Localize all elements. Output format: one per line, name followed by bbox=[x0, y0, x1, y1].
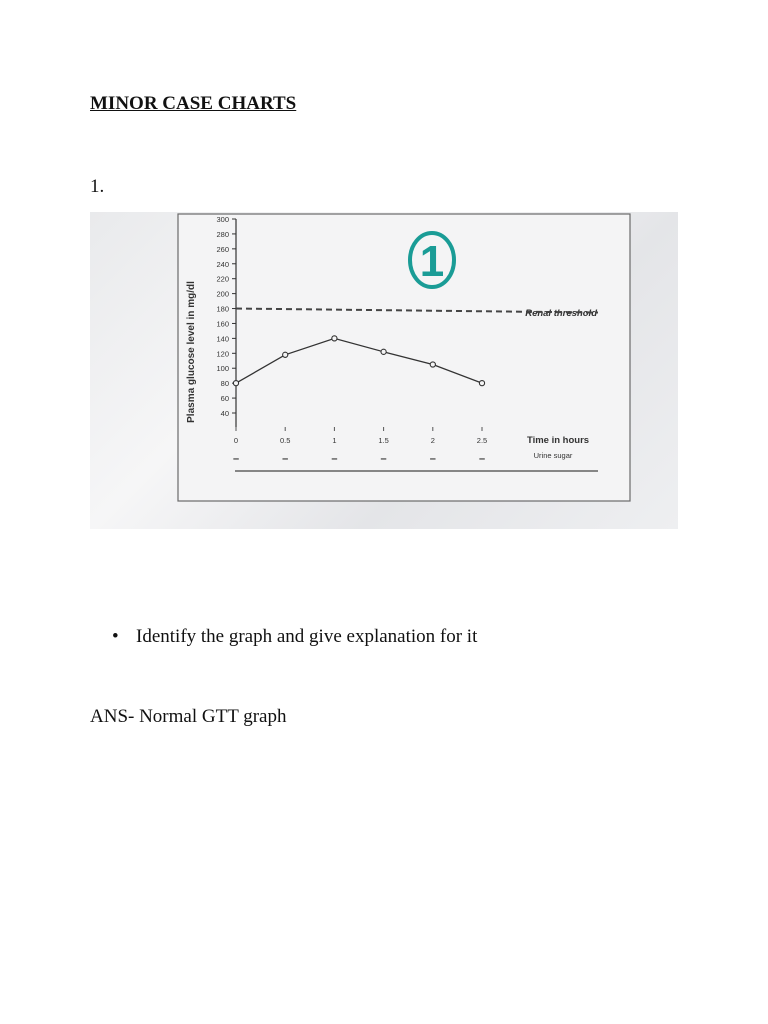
gtt-chart bbox=[90, 212, 678, 529]
bullet-symbol: • bbox=[112, 626, 119, 647]
y-tick-label: 240 bbox=[216, 259, 229, 269]
x-tick-label: 1.5 bbox=[378, 436, 389, 445]
data-point bbox=[381, 349, 386, 354]
y-tick-label: 80 bbox=[220, 379, 229, 389]
y-tick-label: 300 bbox=[216, 215, 229, 224]
threshold-label: Renal threshold bbox=[525, 308, 597, 319]
urine-sugar-mark: – bbox=[232, 453, 240, 465]
ink-number: 1 bbox=[419, 237, 445, 286]
y-tick-label: 180 bbox=[216, 304, 229, 314]
chart-photo bbox=[90, 212, 678, 529]
x-tick-label: 2 bbox=[430, 436, 435, 445]
y-tick-label: 60 bbox=[220, 394, 229, 404]
data-point bbox=[233, 381, 238, 386]
y-tick-label: 140 bbox=[216, 334, 229, 344]
y-tick-label: 200 bbox=[216, 289, 229, 299]
page-heading: MINOR CASE CHARTS bbox=[90, 93, 297, 114]
x-tick-label: 1 bbox=[332, 436, 337, 445]
urine-sugar-mark: – bbox=[282, 453, 289, 465]
urine-sugar-label: Urine sugar bbox=[533, 451, 573, 460]
y-tick-label: 280 bbox=[216, 229, 229, 239]
question-text: Identify the graph and give explanation for it bbox=[136, 626, 478, 647]
y-tick-label: 120 bbox=[216, 349, 229, 359]
x-tick-label: 0.5 bbox=[279, 436, 291, 445]
data-point bbox=[332, 336, 337, 341]
y-tick-label: 40 bbox=[220, 409, 229, 418]
x-tick-label: 2.5 bbox=[476, 436, 488, 445]
x-tick-label: 0 bbox=[233, 436, 239, 445]
data-point bbox=[430, 362, 435, 367]
y-tick-label: 220 bbox=[216, 274, 229, 284]
urine-sugar-mark: – bbox=[478, 453, 486, 465]
question-bullet bbox=[112, 626, 477, 648]
question-number: 1. bbox=[90, 176, 105, 197]
answer-text: ANS- Normal GTT graph bbox=[90, 706, 287, 727]
y-tick-label: 100 bbox=[216, 364, 229, 374]
urine-sugar-mark: – bbox=[429, 453, 436, 465]
data-point bbox=[479, 381, 484, 386]
x-axis-label: Time in hours bbox=[526, 435, 590, 446]
urine-sugar-mark: – bbox=[380, 453, 387, 465]
y-axis-label: Plasma glucose level in mg/dl bbox=[186, 281, 197, 423]
y-tick-label: 160 bbox=[216, 319, 229, 329]
y-tick-label: 260 bbox=[216, 244, 229, 254]
data-point bbox=[283, 352, 288, 357]
urine-sugar-mark: – bbox=[331, 453, 338, 465]
